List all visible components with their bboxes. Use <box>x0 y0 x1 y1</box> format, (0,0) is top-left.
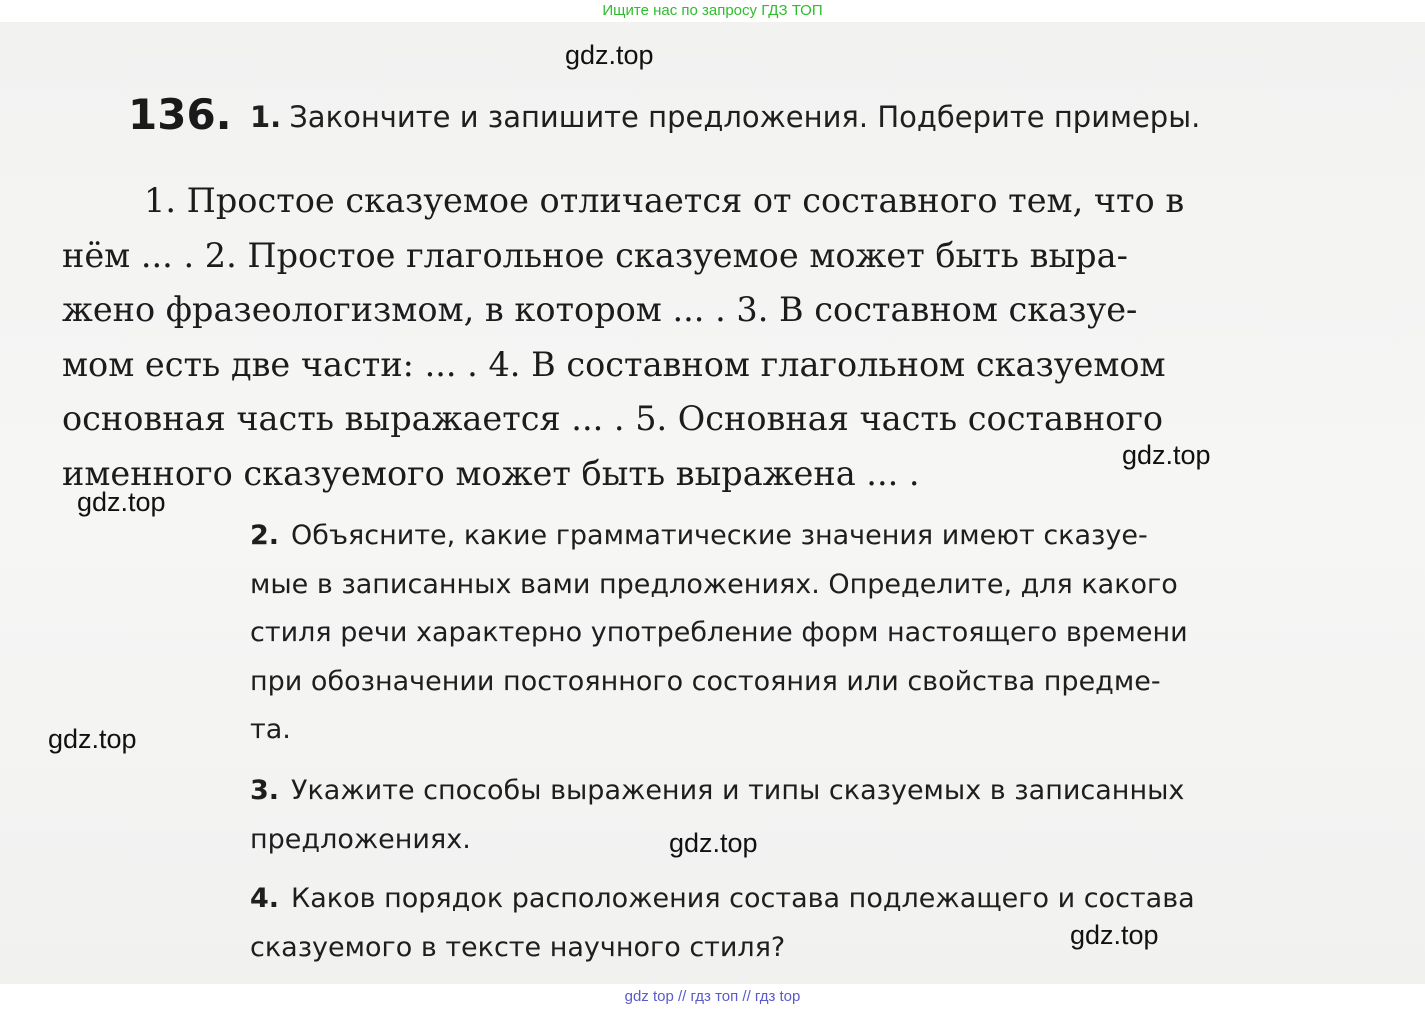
exercise-number: 136. <box>128 90 232 139</box>
task-4-line: сказуемого в тексте научного стиля? <box>250 931 786 963</box>
search-hint-banner: Ищите нас по запросу ГДЗ ТОП <box>602 2 823 19</box>
task-3 <box>250 767 1380 864</box>
task-3-text: Укажите способы выражения и типы сказуемых в записанных <box>291 775 1185 806</box>
task-2-line: при обозначении постоянного состояния или свойства предме- <box>250 665 1161 697</box>
task-2-line: стиля речи характерно употребление форм настоящего времени <box>250 617 1188 648</box>
task-2-line <box>250 512 1380 561</box>
watermark: gdz.top <box>48 724 137 754</box>
textbook-page <box>0 22 1425 984</box>
watermark: gdz.top <box>77 487 166 517</box>
task-3-line: предложениях. <box>250 823 471 855</box>
task-2-text: Объясните, какие грамматические значения имеют сказуе- <box>291 520 1148 551</box>
task-2 <box>250 512 1380 755</box>
task-4-number: 4. <box>250 883 280 914</box>
sentence-line: основная часть выражается ... . 5. Основная часть составного <box>62 399 1164 438</box>
sentence-line: нём ... . 2. Простое глагольное сказуемое может быть выра- <box>62 235 1128 275</box>
watermark: gdz.top <box>669 828 758 858</box>
task-2-line: мые в записанных вами предложениях. Определите, для какого <box>250 568 1178 600</box>
task-4-text: Каков порядок расположения состава подлежащего и состава <box>291 883 1195 914</box>
watermark: gdz.top <box>1070 920 1159 950</box>
task-3-line <box>250 767 1380 816</box>
sentence-line: жено фразеологизмом, в котором ... . 3. В составном сказуе- <box>62 290 1138 329</box>
watermark: gdz.top <box>1122 440 1211 470</box>
task-1-instruction: Закончите и запишите предложения. Подберите примеры. <box>289 100 1201 134</box>
task-4-line <box>250 875 1380 924</box>
sentence-line: мом есть две части: ... . 4. В составном глагольном сказуемом <box>62 344 1166 384</box>
task-4 <box>250 875 1380 972</box>
sentence-line: 1. Простое сказуемое отличается от составного тем, что в <box>144 181 1185 220</box>
sentence-line: именного сказуемого может быть выражена ... . <box>62 453 920 493</box>
task-3-number: 3. <box>250 775 280 806</box>
task-1-number: 1. <box>250 100 282 134</box>
task-2-number: 2. <box>250 520 280 551</box>
task-1-heading <box>250 100 1200 134</box>
footer-links: gdz top // гдз топ // гдз top <box>624 988 801 1005</box>
watermark: gdz.top <box>565 40 654 70</box>
task-2-line: та. <box>250 714 291 745</box>
